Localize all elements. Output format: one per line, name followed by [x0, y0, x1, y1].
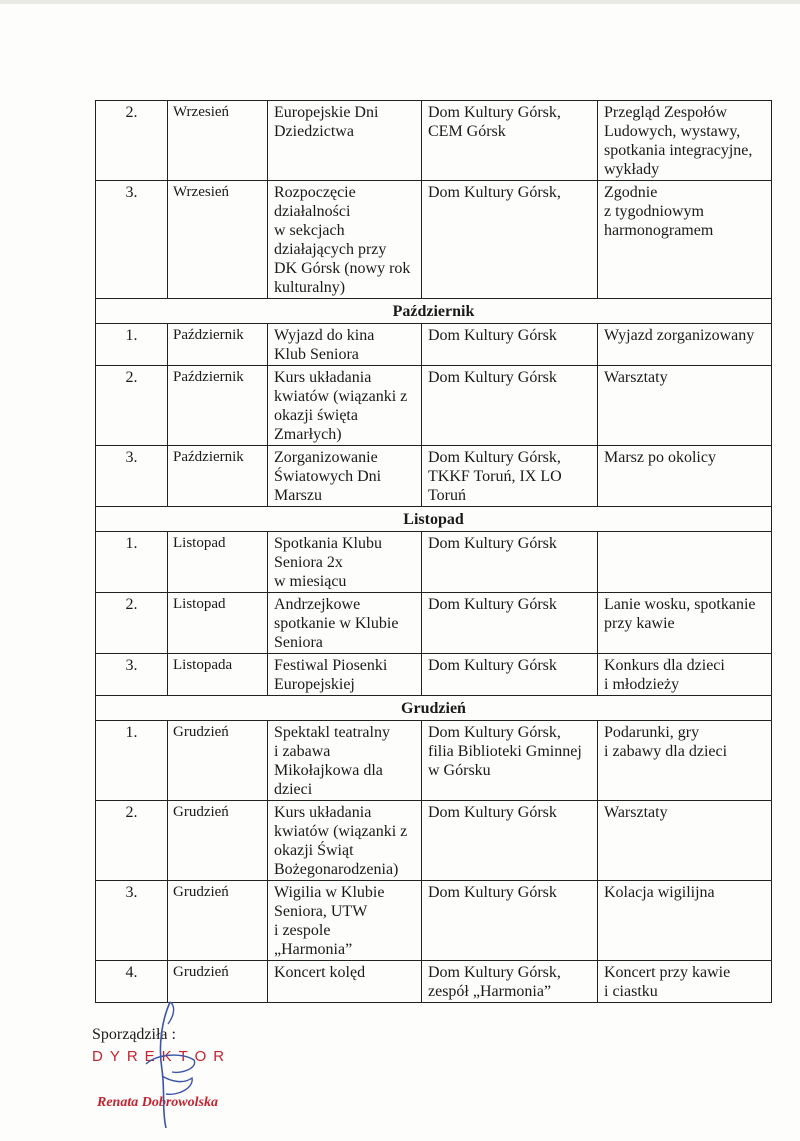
cell-number: 3.	[96, 181, 168, 299]
cell-place: Dom Kultury Górsk	[422, 801, 598, 881]
table-row	[96, 654, 772, 696]
events-schedule-table	[95, 100, 772, 1003]
cell-notes: Marsz po okolicy	[598, 446, 772, 507]
cell-event: Kurs układania kwiatów (wiązanki z okazji święta Zmarłych)	[268, 366, 422, 446]
cell-month: Listopad	[168, 593, 268, 654]
cell-number: 4.	[96, 961, 168, 1003]
cell-month: Grudzień	[168, 961, 268, 1003]
month-header: Listopad	[96, 507, 772, 532]
cell-event: Spotkania Klubu Seniora 2x w miesiącu	[268, 532, 422, 593]
month-header: Grudzień	[96, 696, 772, 721]
cell-number: 2.	[96, 801, 168, 881]
month-header-row	[96, 299, 772, 324]
cell-notes: Podarunki, gry i zabawy dla dzieci	[598, 721, 772, 801]
cell-notes: Zgodnie z tygodniowym harmonogramem	[598, 181, 772, 299]
cell-month: Grudzień	[168, 801, 268, 881]
cell-number: 3.	[96, 446, 168, 507]
cell-notes: Przegląd Zespołów Ludowych, wystawy, spotkania integracyjne, wykłady	[598, 101, 772, 181]
cell-month: Listopad	[168, 532, 268, 593]
cell-month: Październik	[168, 446, 268, 507]
cell-month: Wrzesień	[168, 101, 268, 181]
cell-event: Kurs układania kwiatów (wiązanki z okazji Świąt Bożegonarodzenia)	[268, 801, 422, 881]
month-header-row	[96, 507, 772, 532]
director-stamp-title: DYREKTOR	[92, 1048, 232, 1065]
month-header: Październik	[96, 299, 772, 324]
cell-month: Listopada	[168, 654, 268, 696]
page-top-edge	[0, 0, 800, 4]
table-row	[96, 101, 772, 181]
cell-place: Dom Kultury Górsk	[422, 881, 598, 961]
signature-block	[92, 1000, 352, 1130]
table-row	[96, 961, 772, 1003]
table-row	[96, 532, 772, 593]
cell-event: Spektakl teatralny i zabawa Mikołajkowa dla dzieci	[268, 721, 422, 801]
cell-number: 2.	[96, 101, 168, 181]
cell-number: 3.	[96, 654, 168, 696]
cell-month: Grudzień	[168, 881, 268, 961]
table-row	[96, 881, 772, 961]
cell-number: 1.	[96, 532, 168, 593]
table-row	[96, 181, 772, 299]
cell-number: 1.	[96, 721, 168, 801]
cell-notes: Wyjazd zorganizowany	[598, 324, 772, 366]
cell-place: Dom Kultury Górsk	[422, 532, 598, 593]
cell-place: Dom Kultury Górsk, CEM Górsk	[422, 101, 598, 181]
cell-notes: Warsztaty	[598, 801, 772, 881]
cell-event: Koncert kolęd	[268, 961, 422, 1003]
cell-number: 2.	[96, 593, 168, 654]
cell-notes: Lanie wosku, spotkanie przy kawie	[598, 593, 772, 654]
cell-place: Dom Kultury Górsk	[422, 366, 598, 446]
cell-notes: Koncert przy kawie i ciastku	[598, 961, 772, 1003]
month-header-row	[96, 696, 772, 721]
cell-event: Zorganizowanie Światowych Dni Marszu	[268, 446, 422, 507]
cell-notes	[598, 532, 772, 593]
cell-month: Grudzień	[168, 721, 268, 801]
cell-number: 3.	[96, 881, 168, 961]
cell-notes: Warsztaty	[598, 366, 772, 446]
prepared-by-label: Sporządziła :	[92, 1026, 176, 1043]
cell-month: Październik	[168, 366, 268, 446]
cell-event: Rozpoczęcie działalności w sekcjach działających przy DK Górsk (nowy rok kulturalny)	[268, 181, 422, 299]
cell-place: Dom Kultury Górsk, TKKF Toruń, IX LO Toruń	[422, 446, 598, 507]
table-row	[96, 801, 772, 881]
cell-notes: Konkurs dla dzieci i młodzieży	[598, 654, 772, 696]
cell-place: Dom Kultury Górsk	[422, 324, 598, 366]
cell-notes: Kolacja wigilijna	[598, 881, 772, 961]
cell-number: 1.	[96, 324, 168, 366]
cell-place: Dom Kultury Górsk	[422, 654, 598, 696]
cell-month: Wrzesień	[168, 181, 268, 299]
table-row	[96, 324, 772, 366]
cell-number: 2.	[96, 366, 168, 446]
cell-event: Festiwal Piosenki Europejskiej	[268, 654, 422, 696]
cell-place: Dom Kultury Górsk, zespół „Harmonia”	[422, 961, 598, 1003]
cell-event: Wigilia w Klubie Seniora, UTW i zespole „Harmonia”	[268, 881, 422, 961]
cell-event: Europejskie Dni Dziedzictwa	[268, 101, 422, 181]
table-row	[96, 366, 772, 446]
cell-place: Dom Kultury Górsk	[422, 593, 598, 654]
cell-place: Dom Kultury Górsk, filia Biblioteki Gminnej w Górsku	[422, 721, 598, 801]
handwritten-signature	[132, 1000, 222, 1130]
director-stamp-name: Renata Dobrowolska	[97, 1095, 218, 1110]
table-row	[96, 721, 772, 801]
table-row	[96, 593, 772, 654]
cell-month: Październik	[168, 324, 268, 366]
table-row	[96, 446, 772, 507]
cell-event: Wyjazd do kina Klub Seniora	[268, 324, 422, 366]
cell-place: Dom Kultury Górsk,	[422, 181, 598, 299]
cell-event: Andrzejkowe spotkanie w Klubie Seniora	[268, 593, 422, 654]
